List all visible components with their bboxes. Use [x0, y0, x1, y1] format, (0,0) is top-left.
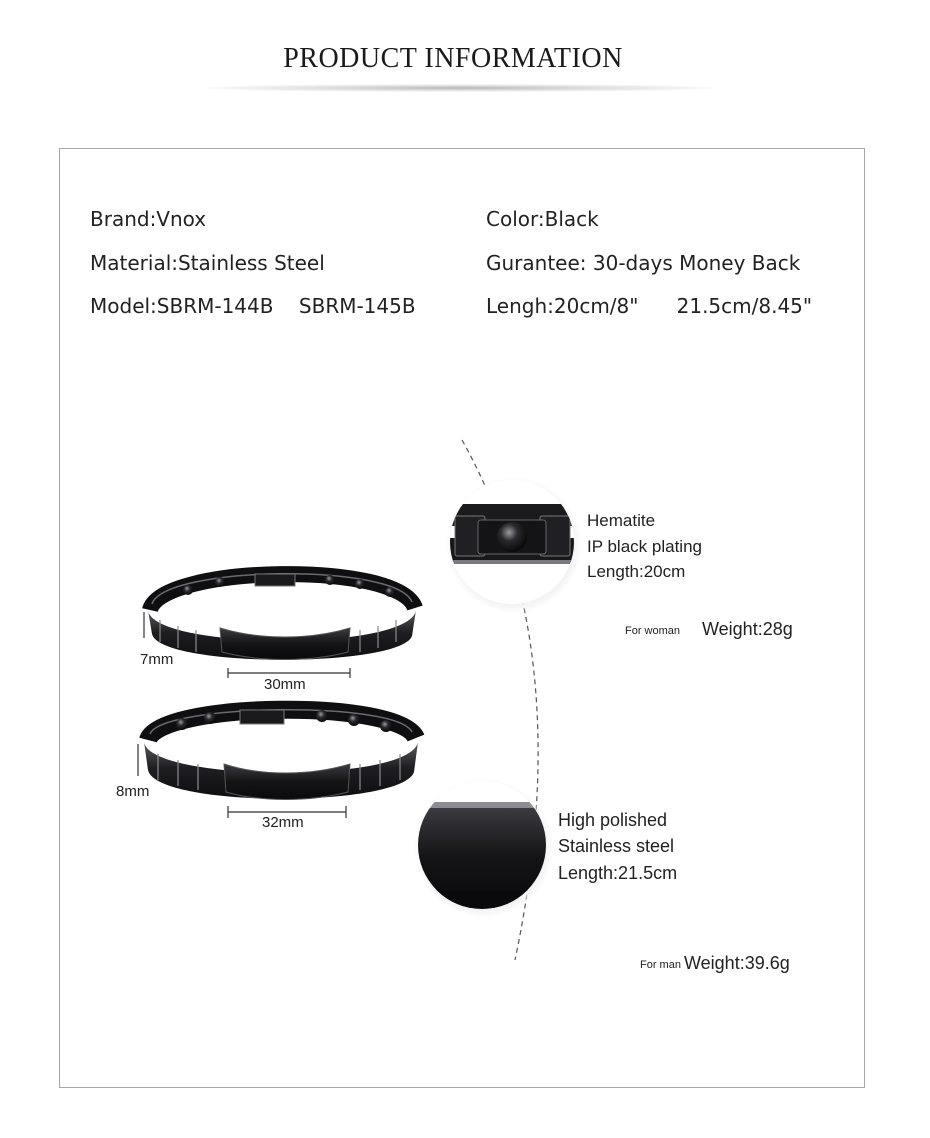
- polished-steel-detail-circle: [410, 781, 560, 920]
- woman-width-label: 7mm: [140, 651, 174, 668]
- spec-length: Lengh:20cm/8" 21.5cm/8.45": [486, 294, 813, 318]
- spec-guarantee: Gurantee: 30-days Money Back: [486, 251, 801, 275]
- spec-brand: Brand:Vnox: [90, 207, 207, 231]
- man-detail-line-3: Length:21.5cm: [558, 863, 678, 883]
- spec-material: Material:Stainless Steel: [90, 251, 325, 275]
- man-bracelet: [138, 710, 418, 818]
- woman-detail-line-1: Hematite: [587, 511, 656, 530]
- woman-weight: Weight:28g: [702, 619, 793, 639]
- man-detail-line-2: Stainless steel: [558, 836, 675, 856]
- woman-bracelet: [144, 574, 416, 678]
- woman-detail-line-2: IP black plating: [587, 537, 702, 556]
- woman-for-label: For woman: [625, 625, 681, 637]
- header: [0, 0, 930, 140]
- bracelet-illustration: [60, 420, 860, 980]
- woman-plate-label: 30mm: [264, 676, 306, 693]
- man-for-label: For man: [640, 959, 681, 971]
- man-weight: Weight:39.6g: [684, 953, 790, 973]
- spec-color: Color:Black: [486, 207, 599, 231]
- spec-model: Model:SBRM-144B SBRM-145B: [90, 294, 416, 318]
- man-width-label: 8mm: [116, 783, 150, 800]
- title-underline-shadow: [200, 84, 720, 92]
- man-detail-line-1: High polished: [558, 810, 668, 830]
- hematite-detail-circle: [448, 480, 578, 609]
- page-title: PRODUCT INFORMATION: [283, 43, 623, 74]
- woman-detail-line-3: Length:20cm: [587, 562, 686, 581]
- man-plate-label: 32mm: [262, 814, 304, 831]
